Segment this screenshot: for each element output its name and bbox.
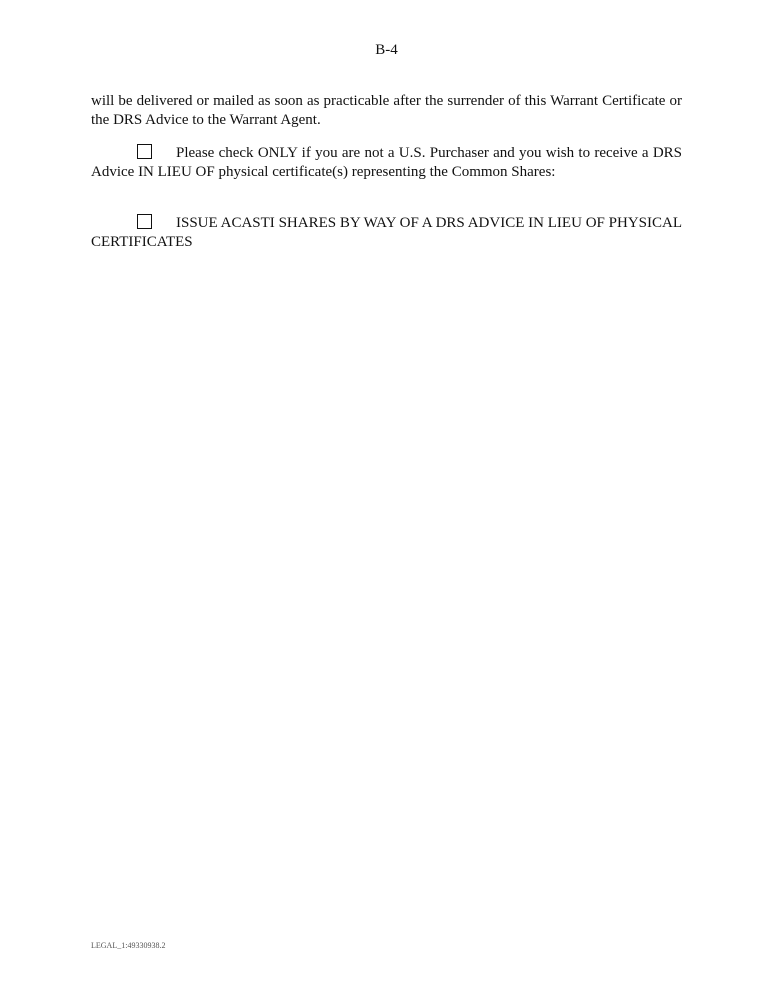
issue-shares-option-text: ISSUE ACASTI SHARES BY WAY OF A DRS ADVICE IN LIEU OF PHYSICAL CERTIFICATES <box>91 215 682 250</box>
issue-shares-option-paragraph <box>91 214 682 252</box>
delivery-paragraph-text: will be delivered or mailed as soon as practicable after the surrender of this Warrant Certificate or the DRS Advice to the Warrant Agent. <box>91 93 682 128</box>
page-number: B-4 <box>375 42 398 58</box>
drs-advice-option-paragraph <box>91 144 682 182</box>
issue-shares-checkbox[interactable] <box>137 214 152 229</box>
drs-advice-checkbox[interactable] <box>137 144 152 159</box>
drs-advice-option-text: Please check ONLY if you are not a U.S. Purchaser and you wish to receive a DRS Advice IN LIEU OF physical certificate(s) representing the Common Shares: <box>91 145 682 180</box>
delivery-paragraph <box>91 92 682 130</box>
document-footer-id: LEGAL_1:49330938.2 <box>91 941 166 950</box>
